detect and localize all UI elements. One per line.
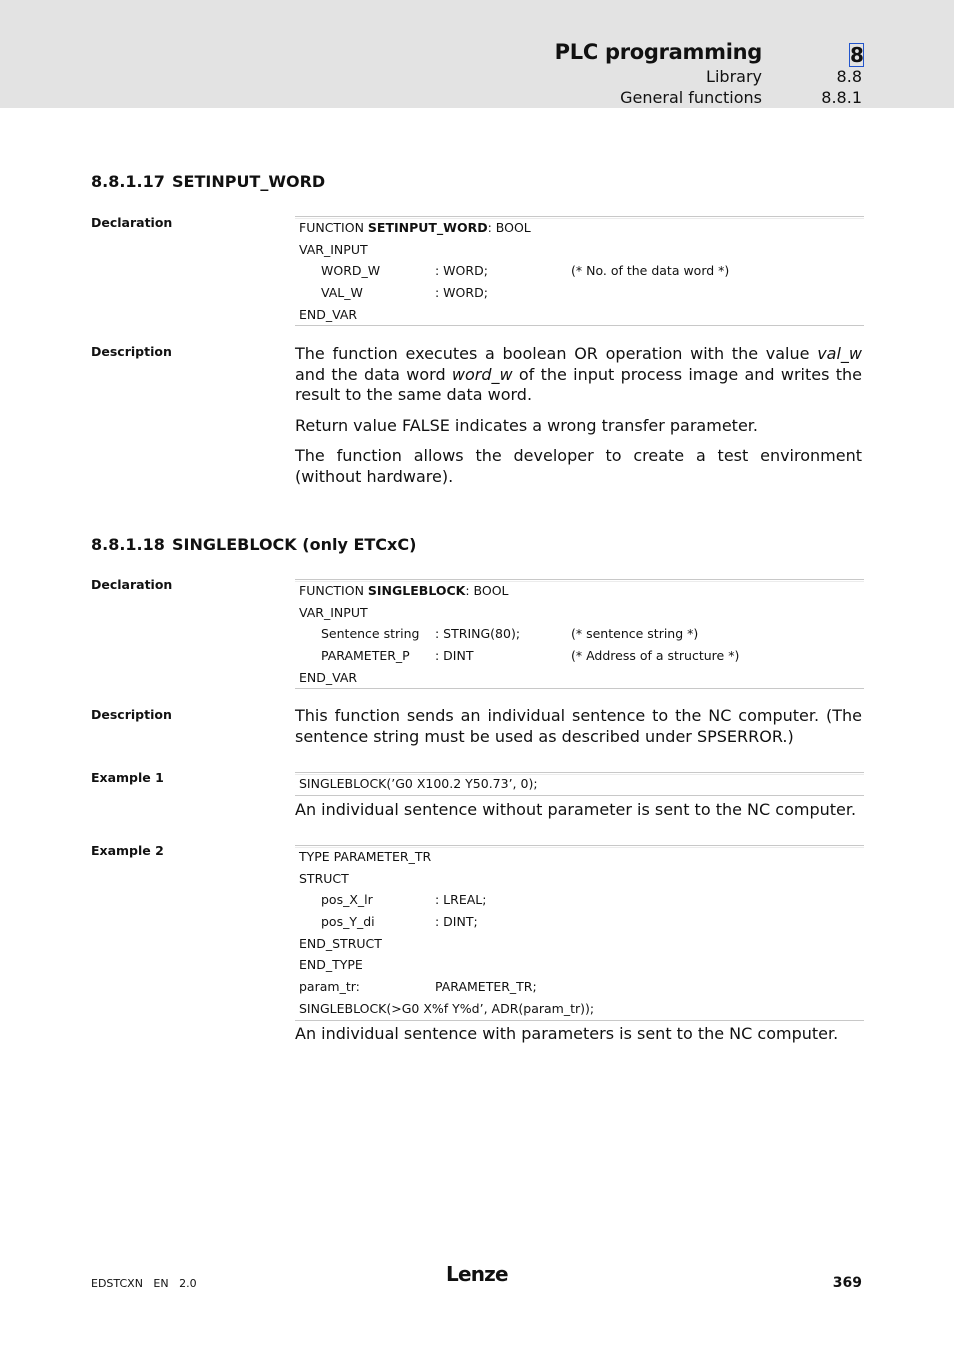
document-id: EDSTCXN EN 2.0 xyxy=(91,1277,197,1290)
code-var-comment: (* No. of the data word *) xyxy=(571,263,730,279)
subtitle-general-functions-number: 8.8.1 xyxy=(821,88,862,107)
code-param-name: param_tr: xyxy=(299,979,360,995)
code-end-type: END_TYPE xyxy=(299,957,363,973)
chapter-title: PLC programming xyxy=(554,40,762,64)
code-param-type: PARAMETER_TR; xyxy=(435,979,537,995)
example-1-text: An individual sentence without parameter is sent to the NC computer. xyxy=(295,800,857,819)
section-heading-singleblock xyxy=(91,535,416,554)
code-var-name: WORD_W xyxy=(321,263,381,279)
example-1-code-block xyxy=(295,772,864,796)
code-function-line: FUNCTION SINGLEBLOCK: BOOL xyxy=(299,583,509,598)
description-text xyxy=(295,706,862,747)
subtitle-library: Library xyxy=(706,67,762,86)
example-2-code-block xyxy=(295,845,864,1021)
declaration-code-block xyxy=(295,216,864,326)
subtitle-library-number: 8.8 xyxy=(836,67,862,86)
code-var-type: : DINT xyxy=(435,648,474,664)
section-title: SINGLEBLOCK (only ETCxC) xyxy=(172,535,417,554)
section-number: 8.8.1.17 xyxy=(91,172,165,191)
description-paragraph: This function sends an individual sentence to the NC computer. (The sentence string must be used as described under SPSERROR.) xyxy=(295,706,862,746)
description-paragraph: The function executes a boolean OR operation with the value val_w and the data word word_w of the input process image and writes the result to the same data word. xyxy=(295,344,862,404)
code-var-name: PARAMETER_P xyxy=(321,648,410,664)
section-heading-setinput-word xyxy=(91,172,325,191)
description-text xyxy=(295,344,862,487)
declaration-label: Declaration xyxy=(91,215,173,230)
declaration-code-block xyxy=(295,579,864,689)
page-number: 369 xyxy=(832,1275,862,1291)
code-var-type: : DINT; xyxy=(435,914,478,930)
code-var-comment: (* Address of a structure *) xyxy=(571,648,740,664)
code-var-type: : WORD; xyxy=(435,285,488,301)
example-2-label: Example 2 xyxy=(91,843,164,858)
description-label: Description xyxy=(91,344,172,359)
subtitle-general-functions: General functions xyxy=(620,88,762,107)
code-end-var: END_VAR xyxy=(299,306,358,322)
description-paragraph: The function allows the developer to create a test environment (without hardware). xyxy=(295,446,862,486)
declaration-label: Declaration xyxy=(91,577,173,592)
code-var-type: : STRING(80); xyxy=(435,626,521,642)
code-end-struct: END_STRUCT xyxy=(299,935,382,951)
code-var-name: pos_Y_di xyxy=(321,914,375,930)
chapter-number: 8 xyxy=(850,43,864,67)
page-header xyxy=(0,0,954,108)
example-1-label: Example 1 xyxy=(91,770,164,785)
code-var-name: Sentence string xyxy=(321,626,420,642)
code-type-line: TYPE PARAMETER_TR xyxy=(299,849,432,864)
code-end-var: END_VAR xyxy=(299,669,358,685)
description-paragraph: Return value FALSE indicates a wrong transfer parameter. xyxy=(295,415,758,435)
code-var-name: pos_X_lr xyxy=(321,892,373,908)
code-function-line: FUNCTION SETINPUT_WORD: BOOL xyxy=(299,220,531,235)
lenze-logo: Lenze xyxy=(446,1262,508,1286)
code-var-comment: (* sentence string *) xyxy=(571,626,699,642)
code-var-name: VAL_W xyxy=(321,285,363,301)
code-struct: STRUCT xyxy=(299,870,349,886)
section-title: SETINPUT_WORD xyxy=(172,172,326,191)
description-label: Description xyxy=(91,707,172,722)
code-line: SINGLEBLOCK(’G0 X100.2 Y50.73’, 0); xyxy=(299,776,538,791)
code-var-type: : WORD; xyxy=(435,263,488,279)
section-number: 8.8.1.18 xyxy=(91,535,165,554)
code-var-input: VAR_INPUT xyxy=(299,604,368,620)
code-call-line: SINGLEBLOCK(>G0 X%f Y%d’, ADR(param_tr)); xyxy=(299,1000,595,1016)
code-var-type: : LREAL; xyxy=(435,892,487,908)
example-2-text: An individual sentence with parameters is sent to the NC computer. xyxy=(295,1024,839,1043)
code-var-input: VAR_INPUT xyxy=(299,241,368,257)
